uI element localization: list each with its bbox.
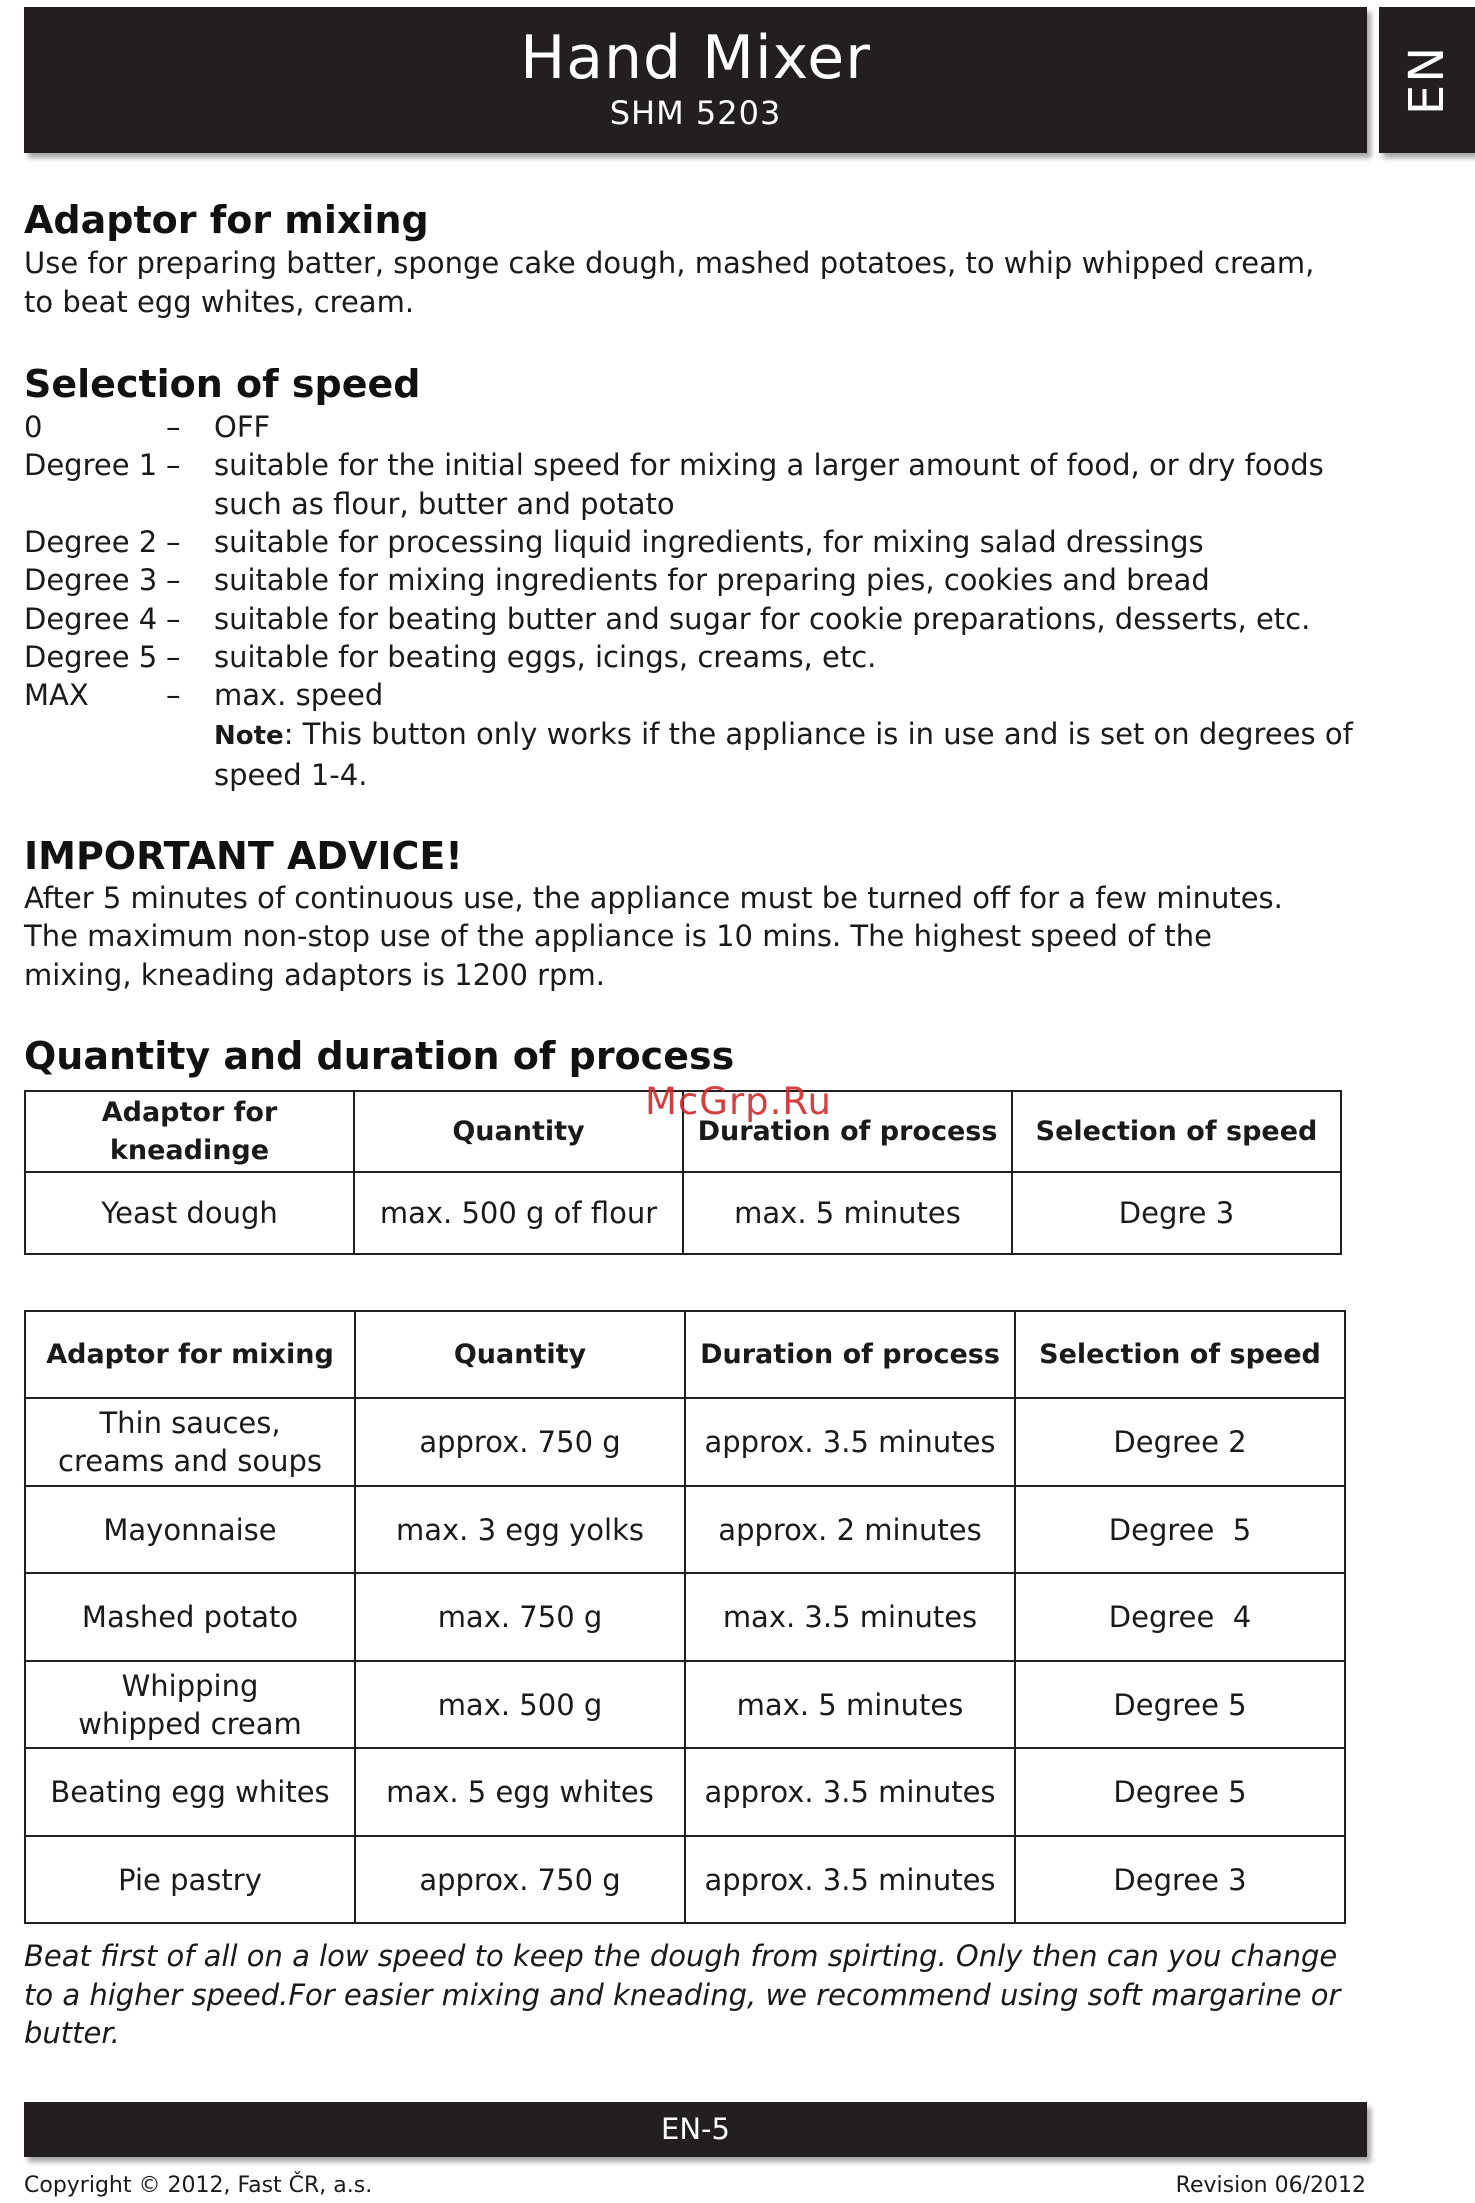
speed-desc: suitable for beating butter and sugar for cookie preparations, desserts, etc. xyxy=(214,602,1311,636)
table-cell: Degree 5 xyxy=(1015,1748,1345,1836)
table-cell: max. 500 g xyxy=(355,1661,685,1748)
table-cell: max. 5 minutes xyxy=(683,1172,1012,1254)
table-cell: Whipping whipped cream xyxy=(25,1661,355,1748)
table-cell: Degree 3 xyxy=(1015,1836,1345,1923)
speed-dash: – xyxy=(166,525,181,559)
speed-desc: suitable for beating eggs, icings, creams, etc. xyxy=(214,640,877,674)
table-cell: Degree 4 xyxy=(1015,1573,1345,1661)
speed-dash: – xyxy=(166,678,181,712)
page-number: EN-5 xyxy=(661,2112,730,2146)
mixing-table xyxy=(24,1310,1346,1924)
table-row xyxy=(25,1486,1345,1573)
table-header-cell: Adaptor for kneadinge xyxy=(25,1091,354,1172)
table-cell: max. 500 g of flour xyxy=(354,1172,683,1254)
model-number: SHM 5203 xyxy=(609,94,782,132)
table-cell: Thin sauces, creams and soups xyxy=(25,1398,355,1486)
footer-bar xyxy=(24,2102,1367,2157)
table-cell: Degree 2 xyxy=(1015,1398,1345,1486)
speed-desc: OFF xyxy=(214,410,271,444)
language-code: EN xyxy=(1398,44,1455,116)
table-cell: approx. 750 g xyxy=(355,1836,685,1923)
speed-dash: – xyxy=(166,640,181,674)
table-row xyxy=(25,1836,1345,1923)
document-title: Hand Mixer xyxy=(520,23,871,93)
table-cell: Yeast dough xyxy=(25,1172,354,1254)
advice-heading: IMPORTANT ADVICE! xyxy=(24,834,463,878)
table-cell: Pie pastry xyxy=(25,1836,355,1923)
speed-desc: suitable for processing liquid ingredients, for mixing salad dressings xyxy=(214,525,1204,559)
adaptor-text: Use for preparing batter, sponge cake dough, mashed potatoes, to whip whipped cream, to beat egg whites, cream. xyxy=(24,246,1315,319)
table-header-cell: Duration of process xyxy=(685,1311,1015,1398)
table-cell: approx. 3.5 minutes xyxy=(685,1748,1015,1836)
table-row xyxy=(25,1748,1345,1836)
quantity-heading: Quantity and duration of process xyxy=(24,1034,735,1078)
speed-dash: – xyxy=(166,410,181,444)
table-cell: approx. 2 minutes xyxy=(685,1486,1015,1573)
adaptor-heading: Adaptor for mixing xyxy=(24,198,429,242)
speed-desc: suitable for the initial speed for mixing a larger amount of food, or dry foods such as flour, butter and potato xyxy=(214,448,1324,521)
speed-label: Degree 1 xyxy=(24,448,158,482)
table-header-row xyxy=(25,1311,1345,1398)
table-cell: Degree 5 xyxy=(1015,1486,1345,1573)
table-header-cell: Duration of process xyxy=(683,1091,1012,1172)
table-header-cell: Selection of speed xyxy=(1015,1311,1345,1398)
footnote: Beat first of all on a low speed to keep the dough from spirting. Only then can you change to a higher speed.For easier mixing and kneading, we recommend using soft margarine or butter. xyxy=(24,1939,1341,2050)
table-cell: Beating egg whites xyxy=(25,1748,355,1836)
table-cell: Mashed potato xyxy=(25,1573,355,1661)
speed-label: MAX xyxy=(24,678,89,712)
table-row xyxy=(25,1398,1345,1486)
speed-heading: Selection of speed xyxy=(24,362,421,406)
note-label: Note xyxy=(214,721,284,751)
speed-label: Degree 4 xyxy=(24,602,158,636)
table-cell: max. 750 g xyxy=(355,1573,685,1661)
table-header-cell: Selection of speed xyxy=(1012,1091,1341,1172)
note-text: : This button only works if the appliance is in use and is set on degrees of speed 1-4. xyxy=(214,717,1353,792)
copyright: Copyright © 2012, Fast ČR, a.s. xyxy=(24,2173,373,2198)
speed-label: 0 xyxy=(24,410,43,444)
table-cell: approx. 3.5 minutes xyxy=(685,1836,1015,1923)
page-header xyxy=(24,7,1367,153)
speed-dash: – xyxy=(166,563,181,597)
table-cell: max. 5 egg whites xyxy=(355,1748,685,1836)
table-cell: max. 5 minutes xyxy=(685,1661,1015,1748)
table-header-cell: Quantity xyxy=(354,1091,683,1172)
speed-desc: max. speed xyxy=(214,678,384,712)
speed-note xyxy=(214,715,1354,794)
advice-line-2: The maximum non-stop use of the appliance is 10 mins. The highest speed of the mixing, kneading adaptors is 1200 rpm. xyxy=(24,919,1212,992)
speed-desc: suitable for mixing ingredients for preparing pies, cookies and bread xyxy=(214,563,1210,597)
speed-label: Degree 3 xyxy=(24,563,158,597)
speed-dash: – xyxy=(166,448,181,482)
table-row xyxy=(25,1573,1345,1661)
table-cell: max. 3 egg yolks xyxy=(355,1486,685,1573)
revision: Revision 06/2012 xyxy=(1175,2173,1366,2198)
speed-dash: – xyxy=(166,602,181,636)
table-header-cell: Quantity xyxy=(355,1311,685,1398)
advice-line-1: After 5 minutes of continuous use, the appliance must be turned off for a few minutes. xyxy=(24,881,1283,915)
speed-label: Degree 5 xyxy=(24,640,158,674)
table-cell: Degree 5 xyxy=(1015,1661,1345,1748)
speed-label: Degree 2 xyxy=(24,525,158,559)
table-cell: Degre 3 xyxy=(1012,1172,1341,1254)
language-tab xyxy=(1379,7,1475,153)
watermark: McGrp.Ru xyxy=(645,1080,832,1123)
table-cell: max. 3.5 minutes xyxy=(685,1573,1015,1661)
table-row xyxy=(25,1172,1341,1254)
table-header-cell: Adaptor for mixing xyxy=(25,1311,355,1398)
table-cell: approx. 3.5 minutes xyxy=(685,1398,1015,1486)
table-cell: Mayonnaise xyxy=(25,1486,355,1573)
table-row xyxy=(25,1661,1345,1748)
table-cell: approx. 750 g xyxy=(355,1398,685,1486)
